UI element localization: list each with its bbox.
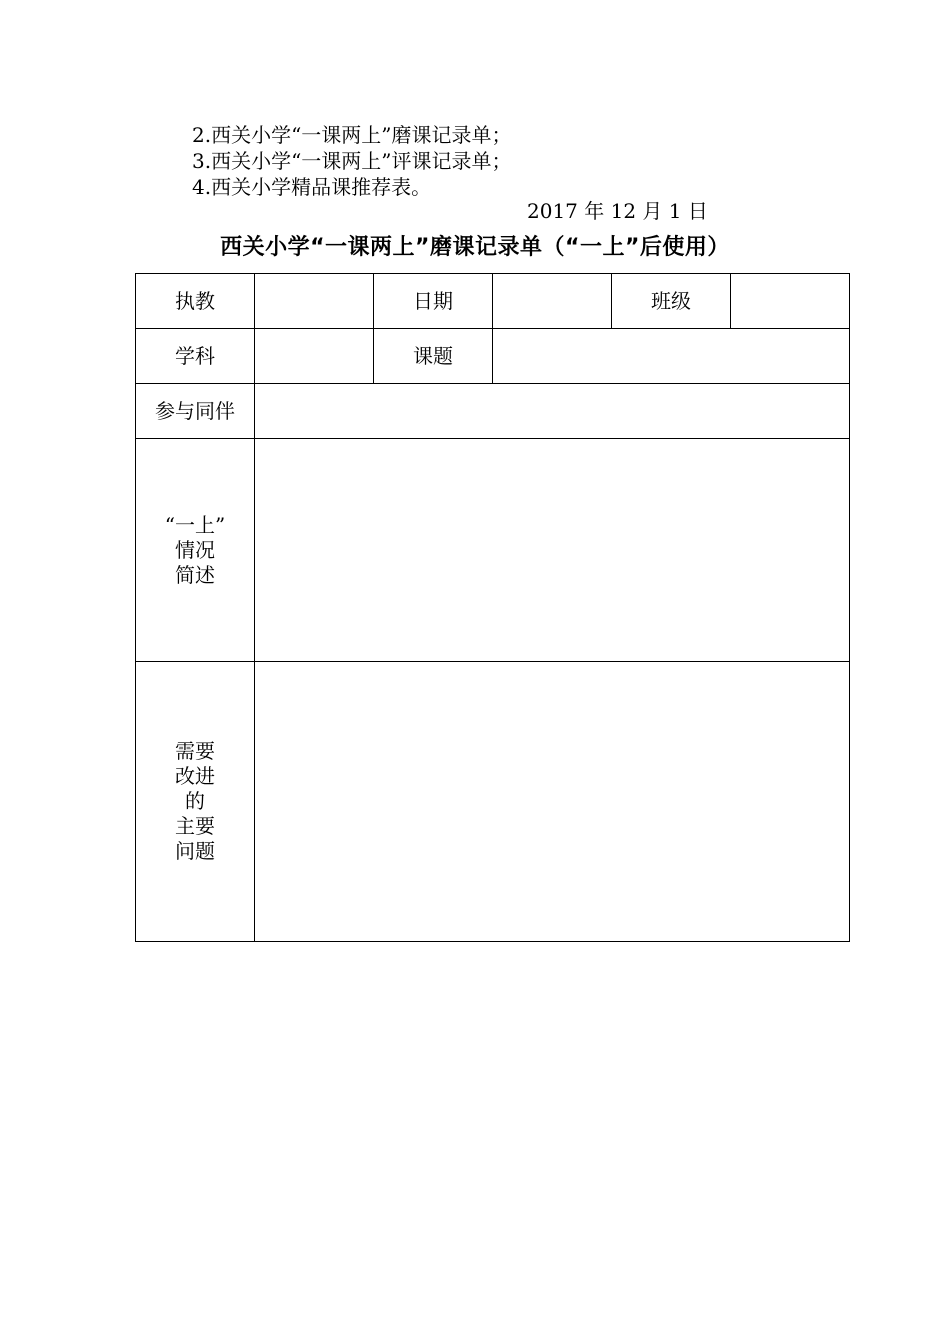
field-partners[interactable]: [255, 384, 850, 439]
label-topic: 课题: [374, 329, 493, 384]
label-summary: [136, 439, 255, 662]
attachment-item-4: 4.西关小学精品课推荐表。: [192, 175, 432, 199]
form-title: 西关小学“一课两上”磨课记录单（“一上”后使用）: [220, 235, 730, 260]
field-subject[interactable]: [255, 329, 374, 384]
label-issues-line: 的: [185, 789, 205, 813]
form-row-subject: [136, 329, 850, 384]
label-summary-line: 情况: [174, 537, 215, 562]
field-date[interactable]: [493, 274, 612, 329]
attachment-list: [192, 122, 512, 200]
form-row-teacher: [136, 274, 850, 329]
label-summary-line: 简述: [174, 562, 215, 587]
label-teacher: 执教: [136, 274, 255, 329]
field-topic[interactable]: [493, 329, 850, 384]
attachment-item-3: 3.西关小学“一课两上”评课记录单；: [192, 149, 512, 173]
label-partners: 参与同伴: [136, 384, 255, 439]
label-summary-line: “一上”: [164, 512, 226, 537]
label-issues: [136, 662, 255, 942]
document-date: 2017 年 12 月 1 日: [527, 199, 708, 223]
field-class[interactable]: [731, 274, 850, 329]
attachment-item-2: 2.西关小学“一课两上”磨课记录单；: [192, 123, 512, 147]
label-issues-line: 需要: [175, 739, 215, 763]
label-issues-line: 改进: [175, 764, 215, 788]
field-issues[interactable]: [255, 662, 850, 942]
lesson-record-form: [135, 273, 850, 942]
form-row-partners: [136, 384, 850, 439]
form-row-summary: [136, 439, 850, 662]
label-subject: 学科: [136, 329, 255, 384]
label-date: 日期: [374, 274, 493, 329]
form-row-issues: [136, 662, 850, 942]
label-issues-line: 问题: [175, 839, 215, 863]
field-teacher[interactable]: [255, 274, 374, 329]
label-class: 班级: [612, 274, 731, 329]
field-summary[interactable]: [255, 439, 850, 662]
label-issues-line: 主要: [175, 814, 215, 838]
